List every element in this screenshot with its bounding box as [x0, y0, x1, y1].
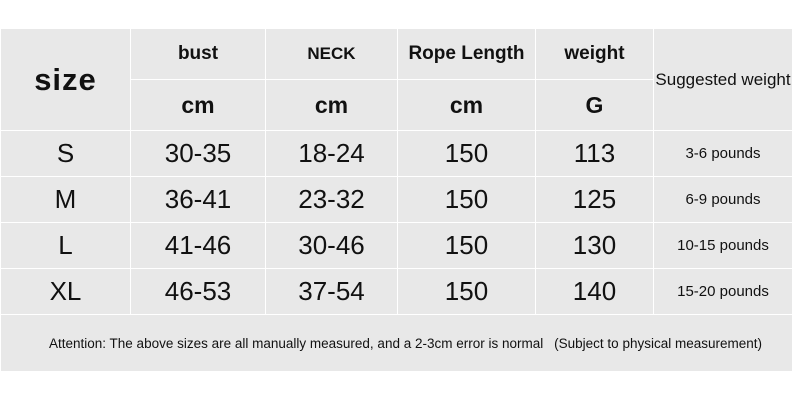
header-bust-unit: cm: [131, 80, 266, 131]
header-weight-unit: G: [536, 80, 654, 131]
row-size: S: [1, 131, 131, 177]
size-chart-table: [0, 28, 792, 372]
table-header-row-label: [1, 29, 792, 80]
row-suggested-weight: 6-9 pounds: [654, 177, 792, 223]
note-attention-text: Attention: The above sizes are all manually measured, and a 2-3cm error is normal: [49, 335, 544, 351]
row-bust: 30-35: [131, 131, 266, 177]
row-size: L: [1, 223, 131, 269]
row-weight: 140: [536, 269, 654, 315]
row-weight: 113: [536, 131, 654, 177]
row-weight: 130: [536, 223, 654, 269]
row-suggested-weight: 3-6 pounds: [654, 131, 792, 177]
table-row: [1, 269, 792, 315]
header-rope-length-unit: cm: [398, 80, 536, 131]
row-bust: 46-53: [131, 269, 266, 315]
row-suggested-weight: 10-15 pounds: [654, 223, 792, 269]
table-row: [1, 131, 792, 177]
header-weight-label: weight: [536, 29, 654, 80]
row-neck: 23-32: [266, 177, 398, 223]
size-chart-table-container: [0, 28, 792, 372]
header-neck-unit: cm: [266, 80, 398, 131]
row-neck: 18-24: [266, 131, 398, 177]
header-neck-label: NECK: [266, 29, 398, 80]
table-note-cell: [1, 315, 792, 372]
row-size: XL: [1, 269, 131, 315]
header-size-cell: size: [1, 29, 131, 131]
row-size: M: [1, 177, 131, 223]
row-rope-length: 150: [398, 223, 536, 269]
row-rope-length: 150: [398, 177, 536, 223]
row-bust: 41-46: [131, 223, 266, 269]
row-bust: 36-41: [131, 177, 266, 223]
row-rope-length: 150: [398, 131, 536, 177]
header-suggested-weight-label: Suggested weight: [654, 29, 792, 131]
table-note-row: [1, 315, 792, 372]
row-neck: 30-46: [266, 223, 398, 269]
table-row: [1, 177, 792, 223]
row-neck: 37-54: [266, 269, 398, 315]
header-rope-length-label: Rope Length: [398, 29, 536, 80]
row-rope-length: 150: [398, 269, 536, 315]
note-subject-text: (Subject to physical measurement): [554, 335, 762, 351]
table-row: [1, 223, 792, 269]
row-suggested-weight: 15-20 pounds: [654, 269, 792, 315]
row-weight: 125: [536, 177, 654, 223]
header-bust-label: bust: [131, 29, 266, 80]
